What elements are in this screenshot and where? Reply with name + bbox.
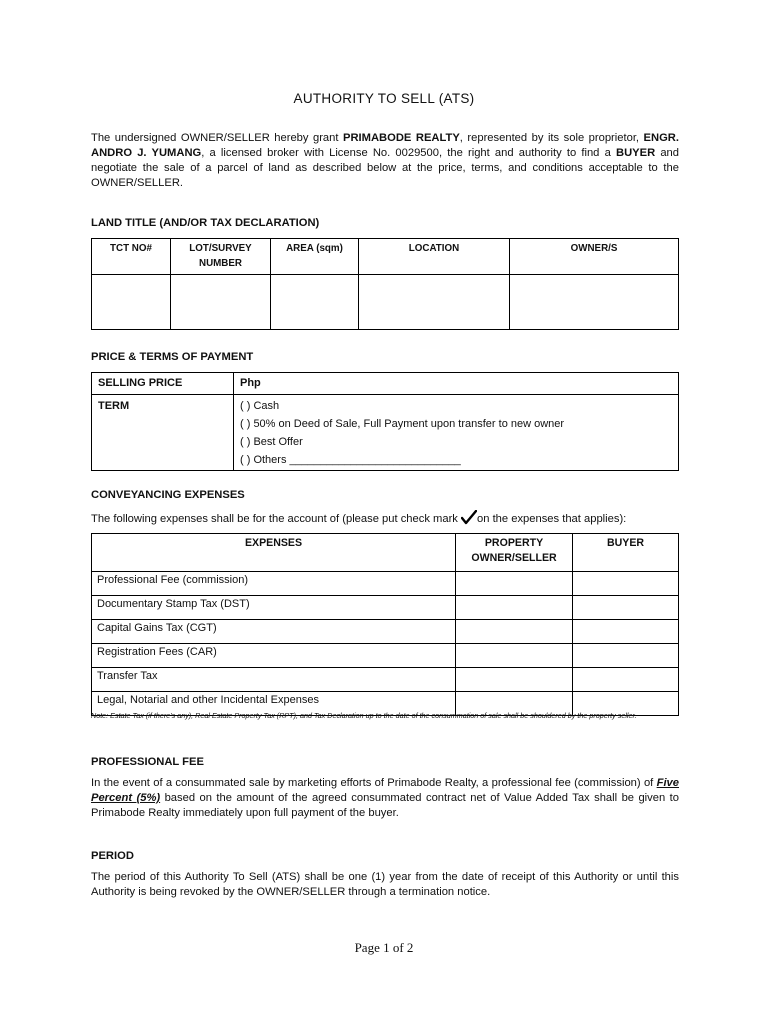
area-cell[interactable] [271, 275, 359, 330]
company-name: PRIMABODE REALTY [343, 132, 460, 144]
col-area: AREA (sqm) [271, 239, 359, 275]
expense-row-label: Legal, Notarial and other Incidental Expenses [92, 692, 456, 716]
col-location: LOCATION [359, 239, 510, 275]
expense-buyer-cell[interactable] [573, 668, 679, 692]
buyer-word: BUYER [615, 147, 656, 159]
expense-buyer-cell[interactable] [573, 596, 679, 620]
check-mark-icon [461, 510, 477, 530]
selling-price-value[interactable]: Php [234, 373, 679, 395]
professional-fee-paragraph [91, 776, 679, 821]
tct-cell[interactable] [92, 275, 171, 330]
fee-text-1: In the event of a consummated sale by marketing efforts of Primabode Realty, a professional fee (commission) of [91, 777, 657, 789]
expense-seller-cell[interactable] [456, 572, 573, 596]
term-label: TERM [92, 395, 234, 471]
expense-row-label: Capital Gains Tax (CGT) [92, 620, 456, 644]
expense-buyer-cell[interactable] [573, 572, 679, 596]
selling-price-label: SELLING PRICE [92, 373, 234, 395]
broker-name: ENGR. ANDRO J. YUMANG [91, 132, 679, 159]
intro-text-2: , represented by its sole proprietor, [459, 132, 644, 144]
tax-note: Note: Estate Tax (if there's any), Real Estate Property Tax (RPT), and Tax Declaration up to the date of the consummation of sale shall be shouldered by the property seller. [91, 711, 637, 720]
expense-row-label: Professional Fee (commission) [92, 572, 456, 596]
expense-seller-cell[interactable] [456, 620, 573, 644]
lot-survey-cell[interactable] [171, 275, 271, 330]
expense-seller-cell[interactable] [456, 668, 573, 692]
document-title: AUTHORITY TO SELL (ATS) [293, 91, 475, 106]
col-lot-survey: LOT/SURVEY NUMBER [171, 239, 271, 275]
instruction-text-a: The following expenses shall be for the account of (please put check mark [91, 513, 462, 525]
conveyancing-instruction [91, 510, 679, 530]
fee-text-2: based on the amount of the agreed consummated contract net of Value Added Tax shall be given to Primabode Realty immediately upon full payment of the buyer. [91, 792, 679, 819]
period-heading: PERIOD [91, 850, 134, 862]
col-owners: OWNER/S [510, 239, 679, 275]
intro-text-3: , a licensed broker with License No. 0029500, the right and authority to find a [201, 147, 616, 159]
intro-paragraph [91, 131, 679, 191]
col-tct: TCT NO# [92, 239, 171, 275]
conveyancing-table [91, 533, 679, 716]
instruction-text-b: on the expenses that applies): [477, 513, 627, 525]
col-owner-seller: PROPERTY OWNER/SELLER [456, 534, 573, 572]
land-title-heading: LAND TITLE (AND/OR TAX DECLARATION) [91, 217, 320, 229]
page-number: Page 1 of 2 [354, 940, 414, 955]
term-option-cash[interactable]: ( ) Cash [240, 400, 280, 412]
expense-row-label: Documentary Stamp Tax (DST) [92, 596, 456, 620]
intro-text-1: The undersigned OWNER/SELLER hereby grant [91, 132, 343, 144]
expense-buyer-cell[interactable] [573, 644, 679, 668]
col-expenses: EXPENSES [92, 534, 456, 572]
fee-rate: Five Percent (5%) [91, 777, 679, 804]
expense-seller-cell[interactable] [456, 596, 573, 620]
owners-cell[interactable] [510, 275, 679, 330]
term-option-others[interactable]: ( ) Others ____________________________ [240, 454, 461, 466]
expense-buyer-cell[interactable] [573, 620, 679, 644]
expense-row-label: Registration Fees (CAR) [92, 644, 456, 668]
professional-fee-heading: PROFESSIONAL FEE [91, 756, 204, 768]
land-title-table [91, 238, 679, 330]
expense-row-label: Transfer Tax [92, 668, 456, 692]
period-paragraph: The period of this Authority To Sell (ATS) shall be one (1) year from the date of receipt of this Authority or until this Authority is being revoked by the OWNER/SELLER through a termination notice. [91, 871, 679, 898]
expense-seller-cell[interactable] [456, 644, 573, 668]
price-terms-heading: PRICE & TERMS OF PAYMENT [91, 351, 254, 363]
term-option-best-offer[interactable]: ( ) Best Offer [240, 436, 303, 448]
location-cell[interactable] [359, 275, 510, 330]
price-terms-table [91, 372, 679, 471]
intro-text-4: and negotiate the sale of a parcel of land as described below at the price, terms, and conditions acceptable to the OWNER/SELLER. [91, 147, 679, 189]
term-option-50-percent[interactable]: ( ) 50% on Deed of Sale, Full Payment upon transfer to new owner [240, 418, 565, 430]
term-options [234, 395, 679, 471]
col-buyer: BUYER [573, 534, 679, 572]
conveyancing-heading: CONVEYANCING EXPENSES [91, 489, 245, 501]
